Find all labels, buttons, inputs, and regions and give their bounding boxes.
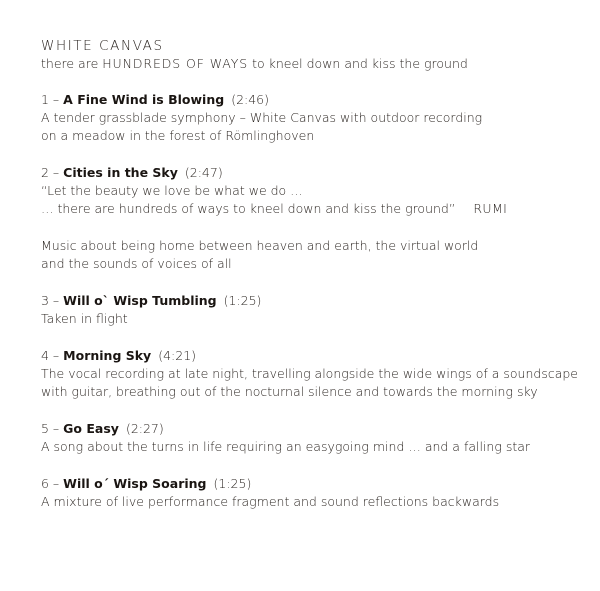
- tagline-prefix: there are: [41, 56, 99, 71]
- track-title: Will o´ Wisp Soaring: [63, 476, 207, 491]
- track-5: [41, 420, 586, 456]
- track-number: 6 –: [41, 476, 60, 491]
- track-title: Cities in the Sky: [63, 165, 178, 180]
- track-number: 1 –: [41, 92, 60, 107]
- track-1: [41, 91, 586, 145]
- track-title: A Fine Wind is Blowing: [63, 92, 225, 107]
- track-description-line: Taken in flight: [41, 311, 128, 326]
- track-description-line: A tender grassblade symphony – White Canvas with outdoor recording: [41, 110, 483, 125]
- track-2: [41, 164, 586, 273]
- track-description-line: on a meadow in the forest of Römlinghoven: [41, 128, 315, 143]
- track-duration: (1:25): [213, 476, 252, 491]
- quote-text: … there are hundreds of ways to kneel down and kiss the ground”: [41, 201, 456, 216]
- quote-line: “Let the beauty we love be what we do …: [41, 183, 303, 198]
- track-header: [41, 347, 586, 365]
- track-duration: (2:46): [231, 92, 270, 107]
- track-header: [41, 292, 586, 310]
- track-description-line: A song about the turns in life requiring an easygoing mind … and a falling star: [41, 439, 531, 454]
- quote-line: [41, 200, 586, 218]
- track-duration: (2:27): [125, 421, 164, 436]
- track-title: Go Easy: [63, 421, 119, 436]
- track-number: 2 –: [41, 165, 60, 180]
- tagline-caps: HUNDREDS OF WAYS: [102, 56, 249, 71]
- tagline-suffix: to kneel down and kiss the ground: [252, 56, 468, 71]
- track-description-line: Music about being home between heaven and earth, the virtual world: [41, 238, 479, 253]
- track-header: [41, 91, 586, 109]
- track-duration: (1:25): [223, 293, 262, 308]
- track-duration: (2:47): [184, 165, 223, 180]
- track-description-line: The vocal recording at late night, travelling alongside the wide wings of a soundscape: [41, 366, 578, 381]
- track-header: [41, 164, 586, 182]
- track-3: [41, 292, 586, 328]
- track-number: 5 –: [41, 421, 60, 436]
- track-4: [41, 347, 586, 401]
- track-header: [41, 420, 586, 438]
- track-number: 3 –: [41, 293, 60, 308]
- track-duration: (4:21): [158, 348, 197, 363]
- artist-name: WHITE CANVAS: [41, 38, 164, 54]
- album-title: [41, 55, 586, 73]
- track-header: [41, 475, 586, 493]
- liner-notes: [41, 37, 586, 511]
- track-description-line: with guitar, breathing out of the nocturnal silence and towards the morning sky: [41, 384, 538, 399]
- track-title: Morning Sky: [63, 348, 152, 363]
- track-description-line: A mixture of live performance fragment and sound reflections backwards: [41, 494, 500, 509]
- quote-attribution: RUMI: [473, 201, 508, 216]
- track-description-line: and the sounds of voices of all: [41, 256, 232, 271]
- track-extra-paragraph: [41, 237, 586, 273]
- track-title: Will o` Wisp Tumbling: [63, 293, 217, 308]
- track-number: 4 –: [41, 348, 60, 363]
- track-6: [41, 475, 586, 511]
